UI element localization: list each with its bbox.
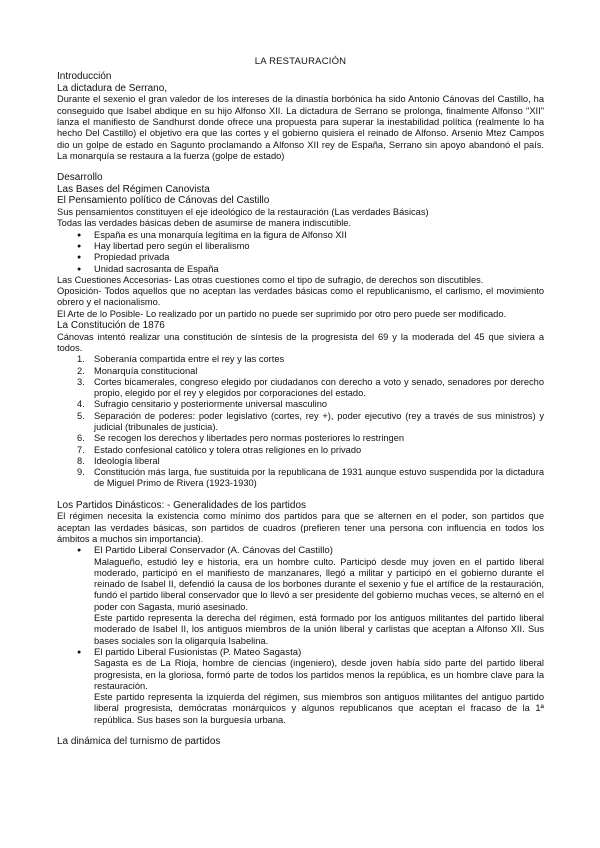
item-number: 4.: [77, 399, 85, 410]
item-number: 8.: [77, 455, 85, 466]
intro-heading: Introducción: [57, 71, 112, 83]
spacer: [57, 162, 544, 172]
conservador-desc-2: Este partido representa la derecha del régimen, está formado por los antiguos militantes del partido liberal moderado de Isabel II, los antiguos miembros de la unión liberal y carlistas que aceptan a Alfonso XII. Sus bases sociales son la oligarquía Isabelina.: [94, 613, 544, 646]
list-item-conservador: [57, 545, 544, 647]
list-item: [57, 399, 544, 410]
fusionista-name: ● El partido Liberal Fusionistas (P. Mateo Sagasta): [94, 646, 302, 658]
list-item: [57, 445, 544, 456]
list-item: [57, 433, 544, 444]
fusionista-desc-1: Sagasta es de La Rioja, hombre de ciencias (ingeniero), desde joven había sido parte del partido liberal progresista, en la gloriosa, formó parte de todos los partidos menos la república, es un hombre clave para la restauración.: [94, 658, 544, 691]
bases-heading: Las Bases del Régimen Canovista: [57, 183, 210, 195]
constitucion-heading: La Constitución de 1876: [57, 320, 165, 332]
spacer: [57, 726, 544, 736]
spacer: [57, 490, 544, 500]
oposicion-paragraph: Oposición- Todos aquellos que no aceptan las verdades básicas como el republicanismo, el carlismo, el movimiento obrero y el nacionalismo.: [57, 286, 544, 308]
conservador-desc-1: Malagueño, estudió ley e historia, era un hombre culto. Participó desde muy joven en el partido liberal moderado, participó en el manifiesto de manzanares, llegó a militar y participó en el gobierno durante el reinado de Isabel II, defendió la causa de los borbones durante el sexenio y fue el artífice de la restauración, fundó el partido liberal conservador que lo llevó a ser presidente del gobierno muchas veces, se alternó en el poder con Sagasta, murió asesinado.: [94, 556, 544, 612]
intro-subheading: La dictadura de Serrano,: [57, 82, 168, 94]
list-item: [57, 467, 544, 490]
list-item: ● Hay libertad pero según el liberalismo: [57, 241, 544, 252]
list-item: ● Unidad sacrosanta de España: [57, 264, 544, 275]
constitucion-list: [57, 354, 544, 490]
fusionista-desc-2: Este partido representa la izquierda del régimen, sus miembros son antiguos militantes del antiguo partido liberal progresista, demócratas monárquicos y algunos republicanos que aceptan el fracaso de la 1ª república. Sus bases son la burguesía urbana.: [94, 692, 544, 725]
list-item: [57, 366, 544, 377]
item-text: Estado confesional católico y tolera otras religiones en lo privado: [94, 444, 362, 455]
item-number: 9.: [77, 467, 85, 478]
item-text: Cortes bicamerales, congreso elegido por ciudadanos con derecho a voto y senado, senadores por derecho propio, elegido por el rey y elegidos por corporaciones del estado.: [94, 376, 544, 399]
item-text: Constitución más larga, fue sustituida por la republicana de 1931 aunque estuvo suspendida por la dictadura de Miguel Primo de Rivera (1923-1930): [94, 467, 544, 489]
item-text: Monarquía constitucional: [94, 365, 198, 376]
item-number: 1.: [77, 354, 85, 365]
item-text: Se recogen los derechos y libertades pero normas posteriores lo restringen: [94, 433, 405, 444]
list-item-fusionista: [57, 647, 544, 726]
item-number: 2.: [77, 365, 85, 376]
partidos-list: [57, 545, 544, 726]
verdades-list: [57, 230, 544, 275]
item-number: 6.: [77, 433, 85, 444]
pensamiento-text-2: Todas las verdades básicas deben de asumirse de manera indiscutible.: [57, 218, 352, 229]
item-text: Ideología liberal: [94, 455, 160, 466]
item-text: Sufragio censitario y posteriormente universal masculino: [94, 399, 328, 410]
list-item: [57, 354, 544, 365]
document-title: LA RESTAURACIÓN: [254, 56, 347, 67]
pensamiento-text-1: Sus pensamientos constituyen el eje ideológico de la restauración (Las verdades Básicas): [57, 207, 429, 218]
item-text: Soberanía compartida entre el rey y las cortes: [94, 354, 285, 365]
intro-paragraph: Durante el sexenio el gran valedor de los intereses de la dinastía borbónica ha sido Antonio Cánovas del Castillo, ha conseguido que Isabel abdique en su hijo Alfonso XII. La dictadura de Serrano se prolonga, finalmente Alfonso "XII" lanza el manifiesto de Sandhurst donde ofrece una propuesta para superar la inestabilidad política (realmente lo ha hecho Del Castillo) el objetivo era que las cortes y el gobierno quisiera el reinado de Alfonso. Arsenio Mtez Campos dio un golpe de estado en Sagunto proclamando a Alfonso XII rey de España, Serrano sin apoyo abandonó el país. La monarquía se restaura a la fuerza (golpe de estado): [57, 94, 544, 161]
partidos-paragraph: El régimen necesita la existencia como mínimo dos partidos para que se alternen en el poder, son partidos que aceptan las verdades básicas, son partidos de cuadros (prefieren tener una persona con influencia en todos los ámbitos a muchos sin importancia).: [57, 511, 544, 544]
item-number: 5.: [77, 410, 85, 421]
list-item: [57, 377, 544, 400]
turnismo-heading: La dinámica del turnismo de partidos: [57, 736, 221, 747]
item-number: 7.: [77, 444, 85, 455]
item-number: 3.: [77, 376, 85, 387]
list-item: ● Propiedad privada: [57, 252, 544, 263]
list-item: [57, 456, 544, 467]
conservador-name: ● El Partido Liberal Conservador (A. Cánovas del Castillo): [94, 545, 333, 557]
item-text: Separación de poderes: poder legislativo (cortes, rey +), poder ejecutivo (rey a través de sus ministros) y judicial (tribunales de justicia).: [94, 410, 544, 432]
partidos-heading: Los Partidos Dinásticos: - Generalidades de los partidos: [57, 499, 307, 511]
arte-paragraph: El Arte de lo Posible- Lo realizado por un partido no puede ser suprimido por otro pero puede ser modificado.: [57, 308, 507, 319]
list-item: ● España es una monarquía legítima en la figura de Alfonso XII: [57, 230, 544, 241]
cuestiones-paragraph: Las Cuestiones Accesorias- Las otras cuestiones como el tipo de sufragio, de derechos son discutibles.: [57, 274, 484, 285]
list-item: [57, 411, 544, 434]
desarrollo-heading: Desarrollo: [57, 172, 103, 184]
constitucion-paragraph: Cánovas intentó realizar una constitución de síntesis de la progresista del 69 y la moderada del 45 que siviera a todos.: [57, 331, 544, 353]
pensamiento-heading: El Pensamiento político de Cánovas del Castillo: [57, 195, 270, 207]
